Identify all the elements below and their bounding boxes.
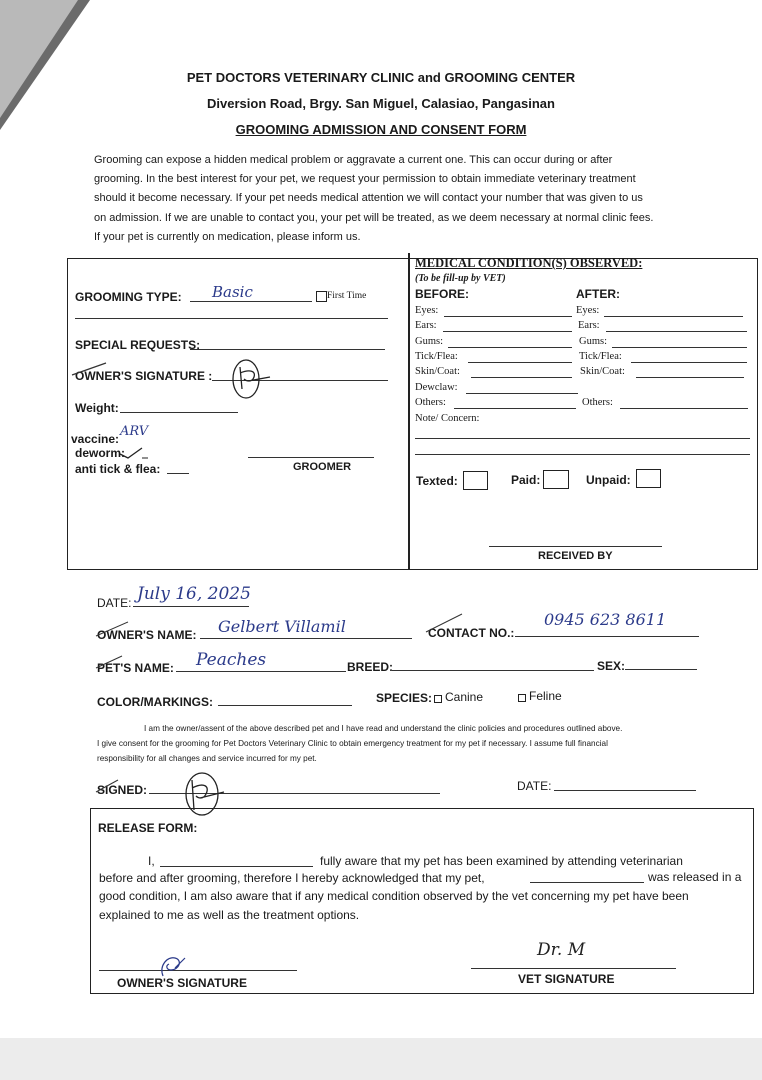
before-gums-label: Gums: bbox=[415, 336, 444, 347]
vaccine-value: ARV bbox=[120, 424, 149, 439]
grooming-type-value: Basic bbox=[212, 283, 253, 301]
after-label: AFTER: bbox=[576, 287, 620, 301]
contact-value: 0945 623 8611 bbox=[544, 610, 667, 629]
owner-name-line[interactable] bbox=[200, 638, 412, 639]
intro-line: should it become necessary. If your pet needs medical attention we will contact your number that was given to us bbox=[94, 192, 643, 205]
release-line1-pre: I, bbox=[148, 854, 155, 868]
before-eyes-line[interactable] bbox=[444, 316, 572, 317]
after-gums-line[interactable] bbox=[612, 347, 747, 348]
first-time-checkbox[interactable] bbox=[316, 291, 327, 302]
feline-checkbox[interactable] bbox=[518, 694, 526, 702]
box-divider bbox=[408, 253, 410, 569]
before-others-line[interactable] bbox=[454, 408, 576, 409]
owner-name-label: OWNER'S NAME: bbox=[97, 628, 197, 642]
release-line2-pre: before and after grooming, therefore I hereby acknowledged that my pet, bbox=[99, 871, 485, 885]
intro-line: grooming. In the best interest for your pet, we request your permission to obtain immediate veterinary treatment bbox=[94, 173, 636, 186]
intro-paragraph bbox=[94, 151, 699, 247]
vet-handwriting: Dr. M bbox=[537, 940, 586, 960]
before-ears-line[interactable] bbox=[443, 331, 572, 332]
grooming-medical-box bbox=[67, 258, 758, 570]
medical-title: MEDICAL CONDITION(S) OBSERVED: bbox=[415, 256, 643, 270]
consent-date-line[interactable] bbox=[554, 790, 696, 791]
release-line2-post: was released in a bbox=[648, 870, 742, 884]
unpaid-label: Unpaid: bbox=[586, 473, 631, 487]
weight-line[interactable] bbox=[120, 412, 238, 413]
release-line3: good condition, I am also aware that if any medical condition observed by the vet concerning my pet have been bbox=[99, 889, 689, 903]
intro-line: Grooming can expose a hidden medical problem or aggravate a current one. This can occur during or after bbox=[94, 154, 613, 166]
medical-subtitle: (To be fill-up by VET) bbox=[415, 273, 506, 284]
after-ears-label: Ears: bbox=[578, 320, 600, 331]
consent-date-label: DATE: bbox=[517, 779, 552, 793]
after-tick-flea-line[interactable] bbox=[631, 362, 747, 363]
pet-name-value: Peaches bbox=[196, 650, 267, 670]
after-skin-coat-label: Skin/Coat: bbox=[580, 366, 625, 377]
contact-label: CONTACT NO.: bbox=[428, 626, 515, 640]
pet-name-label: PET'S NAME: bbox=[97, 661, 174, 675]
note-line-2[interactable] bbox=[415, 454, 750, 455]
release-line4: explained to me as well as the treatment options. bbox=[99, 908, 360, 922]
owner-signature-label: OWNER'S SIGNATURE : bbox=[75, 369, 213, 383]
consent-line-3: responsibility for all changes and service incurred for my pet. bbox=[97, 754, 317, 763]
owner-name-value: Gelbert Villamil bbox=[218, 617, 346, 636]
weight-label: Weight: bbox=[75, 401, 119, 415]
contact-strike bbox=[424, 612, 468, 636]
texted-checkbox[interactable] bbox=[463, 471, 488, 490]
grooming-extra-line bbox=[75, 318, 388, 319]
before-others-label: Others: bbox=[415, 397, 446, 408]
grooming-type-label: GROOMING TYPE: bbox=[75, 290, 182, 304]
released-pet-line[interactable] bbox=[530, 882, 644, 883]
intro-line: If your pet is currently on medication, please inform us. bbox=[94, 230, 361, 243]
color-markings-line[interactable] bbox=[218, 705, 352, 706]
breed-line[interactable] bbox=[392, 670, 594, 671]
species-label: SPECIES: bbox=[376, 691, 433, 705]
note-concern-label: Note/ Concern: bbox=[415, 413, 480, 424]
pet-name-strike bbox=[94, 652, 128, 672]
consent-line-1: I am the owner/assent of the above described pet and I have read and understand the clinic policies and procedures outlined above. bbox=[144, 724, 623, 733]
paid-label: Paid: bbox=[511, 473, 541, 487]
canine-checkbox[interactable] bbox=[434, 695, 442, 703]
release-title: RELEASE FORM: bbox=[98, 821, 198, 835]
after-others-line[interactable] bbox=[620, 408, 748, 409]
deworm-label: deworm: bbox=[75, 446, 126, 460]
before-gums-line[interactable] bbox=[448, 347, 572, 348]
before-skin-coat-line[interactable] bbox=[471, 377, 572, 378]
sex-line[interactable] bbox=[625, 669, 697, 670]
vet-signature-line[interactable] bbox=[471, 968, 676, 969]
feline-label: Feline bbox=[529, 689, 562, 703]
releaser-name-line[interactable] bbox=[160, 866, 313, 867]
form-title: GROOMING ADMISSION AND CONSENT FORM bbox=[235, 122, 527, 137]
after-others-label: Others: bbox=[582, 397, 613, 408]
unpaid-checkbox[interactable] bbox=[636, 469, 661, 488]
before-dewclaw-line[interactable] bbox=[466, 393, 578, 394]
after-eyes-label: Eyes: bbox=[576, 305, 600, 316]
before-dewclaw-label: Dewclaw: bbox=[415, 382, 458, 393]
sex-label: SEX: bbox=[597, 659, 626, 673]
release-owner-signature-line[interactable] bbox=[99, 970, 297, 971]
note-line-1[interactable] bbox=[415, 438, 750, 439]
texted-label: Texted: bbox=[416, 474, 458, 488]
anti-tick-flea-line[interactable] bbox=[167, 473, 189, 474]
vaccine-label: vaccine: bbox=[71, 432, 120, 446]
owner-name-strike bbox=[94, 618, 134, 642]
scan-bottom-band bbox=[0, 1038, 762, 1080]
color-markings-label: COLOR/MARKINGS: bbox=[97, 695, 213, 709]
first-time-label: First Time bbox=[327, 291, 367, 301]
release-owner-signature-label: OWNER'S SIGNATURE bbox=[117, 976, 247, 990]
before-tick-flea-line[interactable] bbox=[468, 362, 572, 363]
after-skin-coat-line[interactable] bbox=[636, 377, 744, 378]
groomer-label: GROOMER bbox=[293, 461, 352, 473]
pet-name-line[interactable] bbox=[176, 671, 346, 672]
owner-signature-scribble bbox=[70, 355, 280, 405]
intro-line: on admission. If we are unable to contact you, your pet will be treated, as we deem necessary at normal clinic fees. bbox=[94, 211, 654, 224]
received-by-label: RECEIVED BY bbox=[538, 550, 613, 562]
special-requests-line[interactable] bbox=[190, 349, 385, 350]
breed-label: BREED: bbox=[347, 660, 394, 674]
before-label: BEFORE: bbox=[415, 287, 469, 301]
date-label: DATE: bbox=[97, 596, 132, 610]
before-tick-flea-label: Tick/Flea: bbox=[415, 351, 458, 362]
date-value: July 16, 2025 bbox=[137, 584, 251, 604]
before-skin-coat-label: Skin/Coat: bbox=[415, 366, 460, 377]
after-tick-flea-label: Tick/Flea: bbox=[579, 351, 622, 362]
groomer-signature-line[interactable] bbox=[248, 457, 374, 458]
before-ears-label: Ears: bbox=[415, 320, 437, 331]
signed-strike bbox=[94, 776, 124, 796]
after-eyes-line[interactable] bbox=[604, 316, 743, 317]
paid-checkbox[interactable] bbox=[543, 470, 569, 489]
anti-tick-flea-label: anti tick & flea: bbox=[75, 462, 161, 476]
before-eyes-label: Eyes: bbox=[415, 305, 439, 316]
canine-label: Canine bbox=[445, 690, 484, 704]
after-ears-line[interactable] bbox=[606, 331, 747, 332]
clinic-address: Diversion Road, Brgy. San Miguel, Calasiao, Pangasinan bbox=[207, 96, 555, 111]
grooming-type-line[interactable] bbox=[190, 301, 312, 302]
signed-label: SIGNED: bbox=[97, 783, 148, 797]
release-line1-post: fully aware that my pet has been examined by attending veterinarian bbox=[320, 854, 683, 868]
after-gums-label: Gums: bbox=[579, 336, 608, 347]
clinic-name: PET DOCTORS VETERINARY CLINIC and GROOMING CENTER bbox=[186, 70, 576, 85]
date-line[interactable] bbox=[133, 606, 249, 607]
deworm-check-mark bbox=[118, 444, 158, 462]
vet-signature-label: VET SIGNATURE bbox=[518, 972, 615, 986]
consent-line-2: I give consent for the grooming for Pet Doctors Veterinary Clinic to obtain emergency treatment for my pet if necessary. I assume full financial bbox=[97, 739, 608, 748]
received-by-line[interactable] bbox=[489, 546, 662, 547]
special-requests-label: SPECIAL REQUESTS: bbox=[75, 338, 201, 352]
contact-line[interactable] bbox=[515, 636, 699, 637]
